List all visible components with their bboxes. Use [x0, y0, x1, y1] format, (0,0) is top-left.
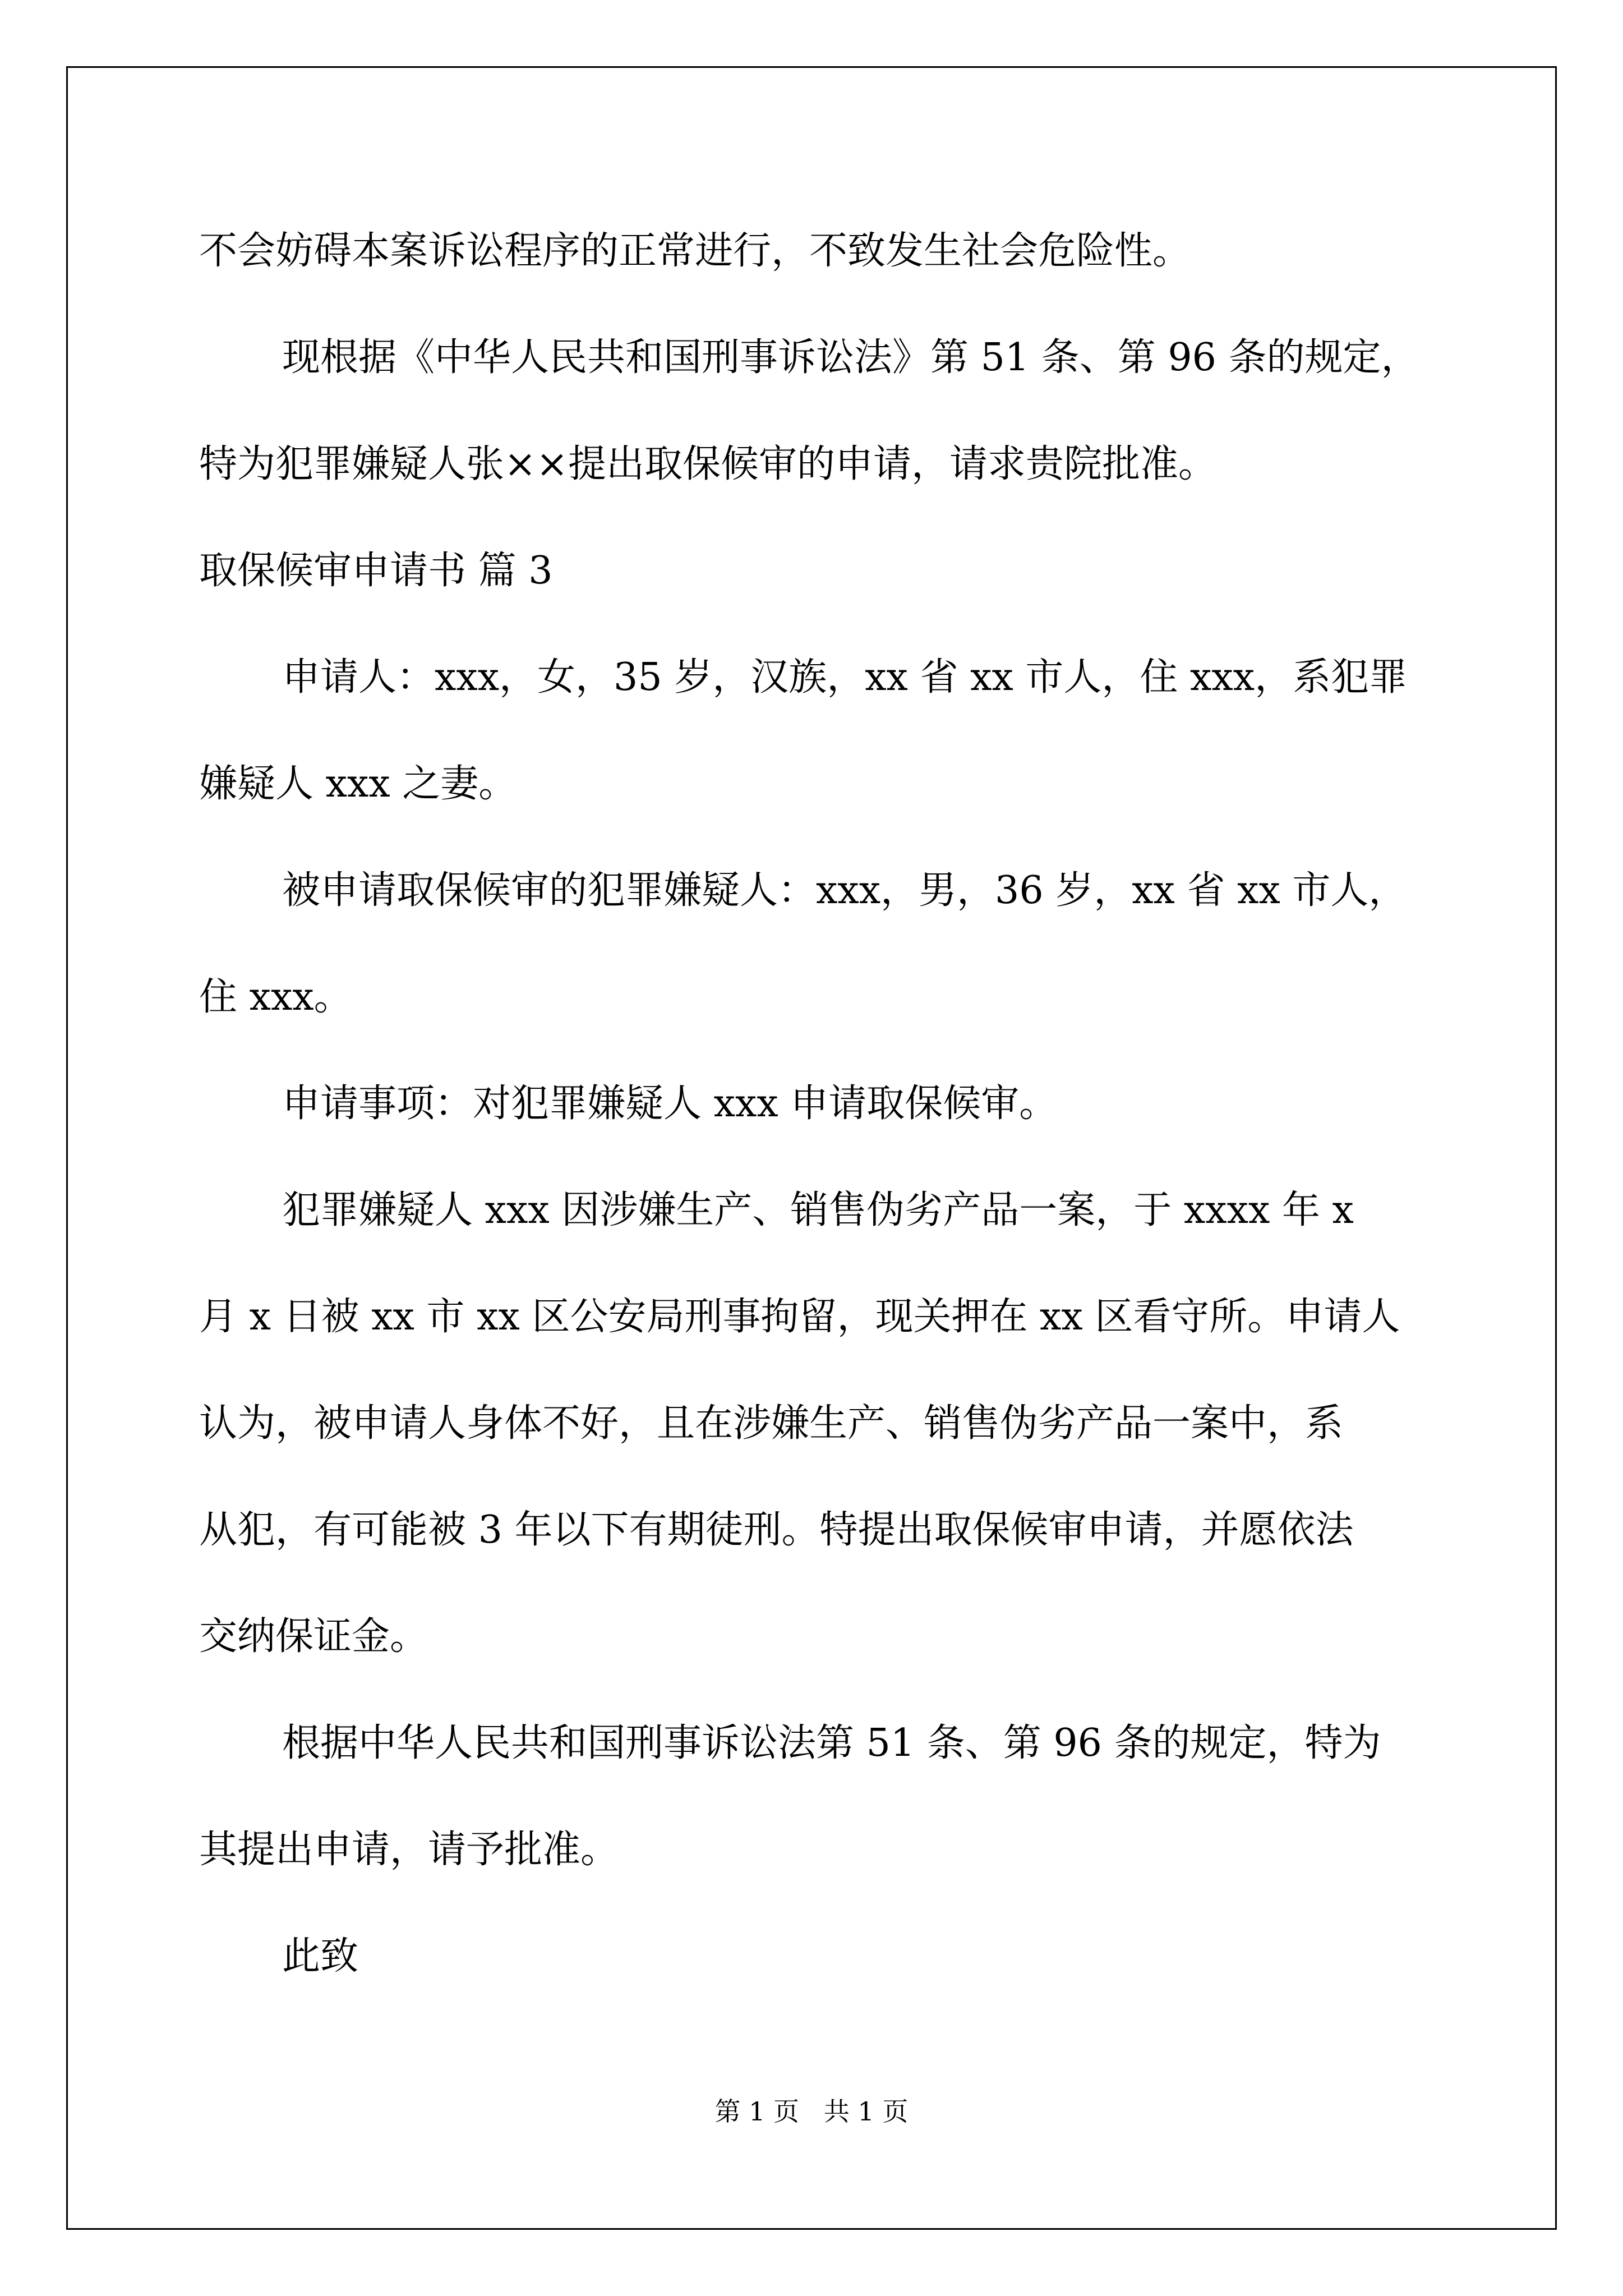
body-line: 认为，被申请人身体不好，且在涉嫌生产、销售伪劣产品一案中，系 [199, 1401, 1344, 1446]
body-line: 月 x 日被 xx 市 xx 区公安局刑事拘留，现关押在 xx 区看守所。申请人 [199, 1295, 1400, 1339]
body-line: 住 xxx。 [199, 975, 352, 1019]
body-line: 特为犯罪嫌疑人张××提出取保候审的申请，请求贵院批准。 [199, 442, 1216, 486]
body-line: 根据中华人民共和国刑事诉讼法第 51 条、第 96 条的规定，特为 [282, 1721, 1381, 1765]
body-line: 申请事项：对犯罪嫌疑人 xxx 申请取保候审。 [282, 1082, 1058, 1126]
body-line: 现根据《中华人民共和国刑事诉讼法》第 51 条、第 96 条的规定， [282, 335, 1419, 380]
body-line: 犯罪嫌疑人 xxx 因涉嫌生产、销售伪劣产品一案，于 xxxx 年 x [282, 1188, 1354, 1232]
body-line: 嫌疑人 xxx 之妻。 [199, 762, 517, 806]
body-line: 被申请取保候审的犯罪嫌疑人：xxx，男，36 岁，xx 省 xx 市人， [282, 868, 1407, 913]
page-number-footer: 第 1 页 共 1 页 [714, 2096, 909, 2127]
page-border [66, 66, 1557, 2230]
body-line: 从犯，有可能被 3 年以下有期徒刑。特提出取保候审申请，并愿依法 [199, 1508, 1354, 1552]
body-line: 交纳保证金。 [199, 1614, 428, 1659]
body-line: 其提出申请，请予批准。 [199, 1828, 619, 1872]
body-line: 申请人：xxx，女，35 岁，汉族，xx 省 xx 市人，住 xxx，系犯罪 [282, 655, 1408, 700]
section-heading: 取保候审申请书 篇 3 [199, 549, 553, 593]
closing-salutation: 此致 [282, 1934, 359, 1978]
body-line: 不会妨碍本案诉讼程序的正常进行，不致发生社会危险性。 [199, 229, 1191, 273]
